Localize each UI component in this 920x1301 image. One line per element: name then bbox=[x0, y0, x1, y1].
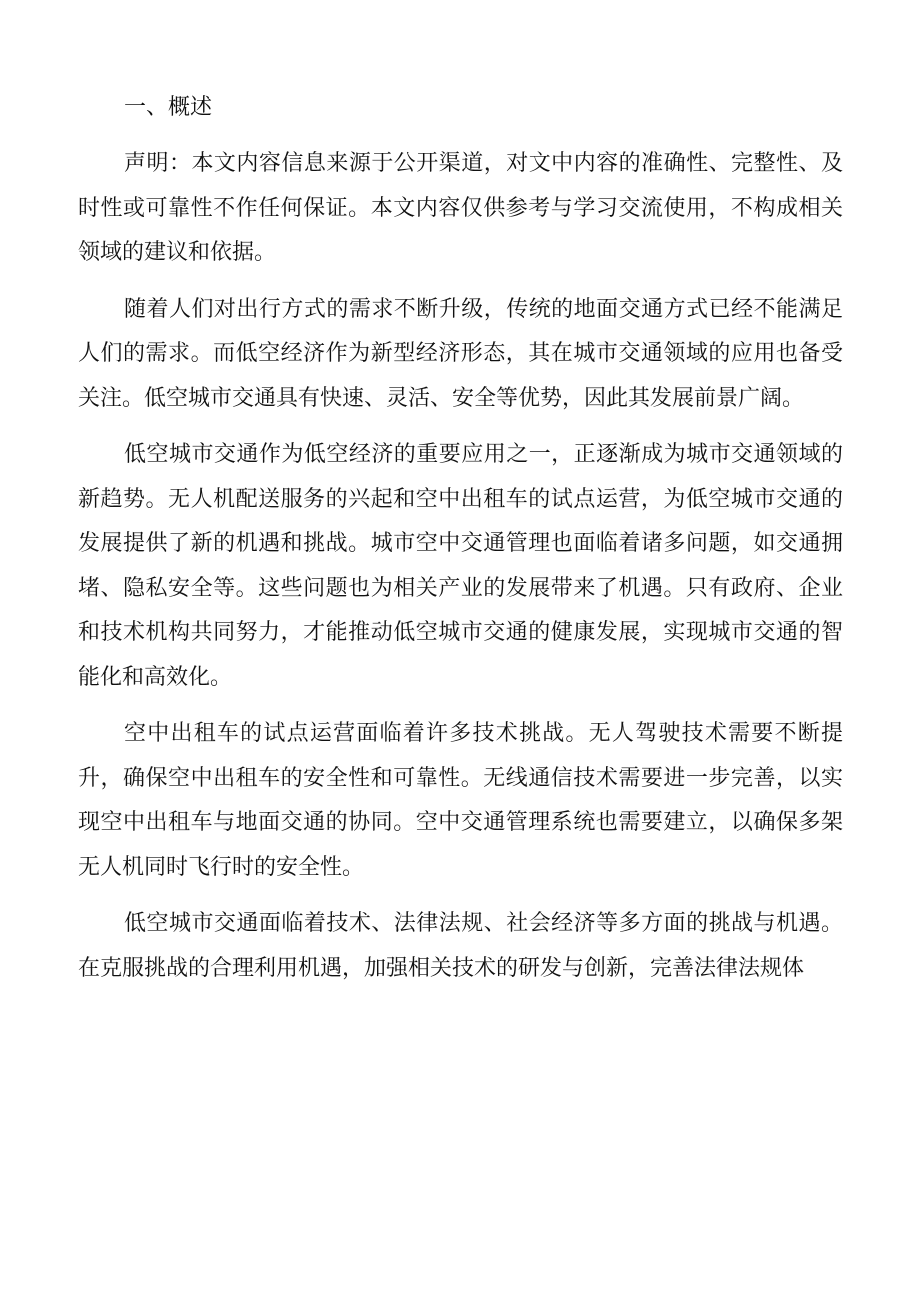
document-body bbox=[78, 86, 843, 1003]
paragraph-air-taxi-challenges: 空中出租车的试点运营面临着许多技术挑战。无人驾驶技术需要不断提升，确保空中出租车的安全性和可靠性。无线通信技术需要进一步完善，以实现空中出租车与地面交通的协同。空中交通管理系统也需要建立，以确保多架无人机同时飞行时的安全性。 bbox=[78, 721, 843, 880]
paragraph-low-altitude-trend: 低空城市交通作为低空经济的重要应用之一，正逐渐成为城市交通领域的新趋势。无人机配送服务的兴起和空中出租车的试点运营，为低空城市交通的发展提供了新的机遇和挑战。城市空中交通管理也面临着诸多问题，如交通拥堵、隐私安全等。这些问题也为相关产业的发展带来了机遇。只有政府、企业和技术机构共同努力，才能推动低空城市交通的健康发展，实现城市交通的智能化和高效化。 bbox=[78, 442, 843, 690]
paragraph-challenges-opportunities: 低空城市交通面临着技术、法律法规、社会经济等多方面的挑战与机遇。在克服挑战的合理利用机遇，加强相关技术的研发与创新，完善法律法规体 bbox=[78, 911, 843, 981]
paragraph-travel-demand: 随着人们对出行方式的需求不断升级，传统的地面交通方式已经不能满足人们的需求。而低空经济作为新型经济形态，其在城市交通领域的应用也备受关注。低空城市交通具有快速、灵活、安全等优势，因此其发展前景广阔。 bbox=[78, 296, 843, 411]
section-heading: 一、概述 bbox=[124, 95, 213, 120]
paragraph-disclaimer: 声明：本文内容信息来源于公开渠道，对文中内容的准确性、完整性、及时性或可靠性不作任何保证。本文内容仅供参考与学习交流使用，不构成相关领域的建议和依据。 bbox=[78, 151, 843, 265]
